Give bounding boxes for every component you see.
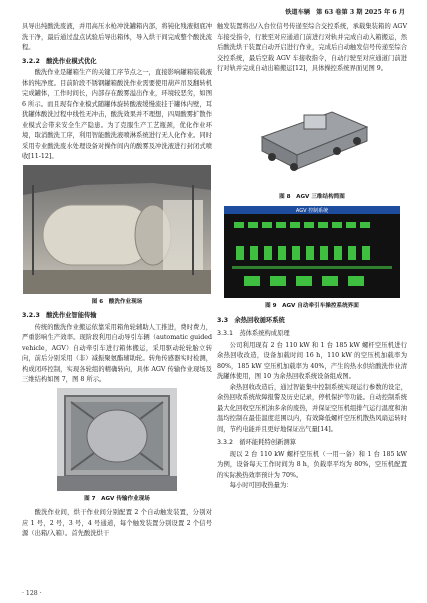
figure-7-image xyxy=(57,388,177,491)
figure-8-image xyxy=(242,77,382,189)
figure-6-photo xyxy=(23,165,211,294)
section-3-3-1-heading: 3.3.1 蒸体系统构成原理 xyxy=(217,330,290,337)
section-3-3-2-ending: 每小时可回收热量为： xyxy=(229,482,293,489)
left-tail-paragraph: 酸洗作业间，烘干作业间分别配置 2 个自动触发装置，分别对应 1 号，2 号，3 号，4 号通道，每个触发装置分别设置 2 个信号源（出箱/入箱）。首先酸洗烘干 xyxy=(22,509,212,537)
figure-9-panel-title: AGV 控制系统 xyxy=(295,208,329,214)
section-3-3-2-heading: 3.3.2 循环能耗特创新测算 xyxy=(217,439,296,446)
figure-8-caption: 图 8 AGV 三维结构简图 xyxy=(279,193,345,200)
figure-7-photo xyxy=(57,388,177,491)
right-top-paragraph: 触发装置将出/入台位信号传递至综合交控系统，承载集装箱的 AGV 车接受指令，行驶至对应通道门前进行对轨并完成自动入箱搬运，然后酸洗烘干装置自动开启进行作业，完成后自动触发信号传递至综合交控系统，最后空载 AGV 车接收指令，自动行驶至对应通道门前进行对轨并完成自动出箱搬运[12]，具体操控系统界面见图 9。 xyxy=(217,23,407,72)
intro-paragraph: 具导出纯酸洗废液，并用高压水枪冲洗罐箱内部，将钝化残液彻底冲洗干净，最后通过盘点试验后导出箱体，导入烘干间完成整个酸洗流程。 xyxy=(22,23,212,51)
section-3-2-3-heading: 3.2.3 酸洗作业智能传输 xyxy=(22,312,97,319)
section-3-3-1-paragraph-b: 余热回收改造后，通过智能集中控制系统实现运行参数的设定，余热回收系统故障报警及历史记录，停机保护等功能。自动控制系统最大化回收空压机油多余的废热，并保证空压机组排气运行温度和油温均控制在最佳温度范围以内，有效降低螺杆空压机散热风扇运转时间，节约电能并且更好地保证出气量[14]。 xyxy=(217,383,407,433)
section-3-2-2-heading: 3.2.2 酸洗作业模式优化 xyxy=(22,57,97,65)
page-number: · 128 · xyxy=(22,590,42,597)
section-3-3-2-paragraph: 现以 2 台 110 kW 螺杆空压机（一用一备）和 1 台 185 kW 为例，设备每天工作时间为 8 h，负载率平均为 80%，空压机配置的实际换热效率预计为 70%。 xyxy=(217,450,407,479)
figure-6-image xyxy=(23,165,211,294)
figure-9-screen xyxy=(224,206,400,298)
right-column xyxy=(217,22,407,492)
section-3-3-heading: 3.3 余热回收循环系统 xyxy=(217,316,285,324)
figure-6-caption: 图 6 酸洗作业现场 xyxy=(91,298,143,305)
figure-7-caption: 图 7 AGV 传输作业现场 xyxy=(84,495,150,502)
figure-8-diagram xyxy=(242,77,382,189)
figure-9-caption: 图 9 AGV 自动牵引车操控系统界面 xyxy=(265,303,359,309)
figure-9-image xyxy=(224,206,400,298)
section-3-2-3-paragraph: 传统的酸洗作业搬运依靠采用箱角轮辅助人工推进，费时费力，严重影响生产效率。现阶段利用自动导引车辆（automatic guided vehicle，AGV）自动牵引车进行箱体搬运，采用驱动轮轮胎立转向，前后分别采用（非）减振聚氨酯辅助轮。转角传感器实时检测，构成闭环控制，实现各轮组的精确转向，具体 AGV 传输作业现场及三维结构如图 7，图 8 所示。 xyxy=(22,323,212,383)
section-3-2-2-paragraph: 酸洗作业是罐箱生产的关键工序节点之一，直接影响罐箱装载液体的纯净度。目前阶段不锈钢罐箱酸洗作业需要使用葫芦吊及翻转机完成罐体，工作时间长，内部存在酸雾溢出作业，环境较恶劣，如图 6 所示。而且现有作业模式随罐体旋转酸液缓慢流挂于罐体内壁，耳犹罐体酸洗过程中线性无冲击，酸洗效果并不理想，四周酸雾扩散作业模式会带来安全生产隐患。为了克服生产工艺瓶颈，优化作业环境，取消酸洗工序，利用智能酸洗液喷淋系统进行无人化作业。同时采用专业酸洗废水处理设备对操作间内的酸雾及冲洗液进行封闭式喷收[11-12]。 xyxy=(22,69,212,160)
running-header: 铁道车辆 第 63 卷第 3 期 2025 年 6 月 xyxy=(285,9,405,16)
left-column xyxy=(22,22,212,540)
section-3-3-1-paragraph-a: 公司利用现有 2 台 110 kW 和 1 台 185 kW 螺杆空压机进行余热回收改造，设备加载时间 16 h，110 kW 的空压机加载率为 80%，185 kW 空压机加载率为 40%，产生的热水供给酸洗作业清洗罐体使用，图 10 为余热回收系统设备组成图。 xyxy=(217,341,407,380)
